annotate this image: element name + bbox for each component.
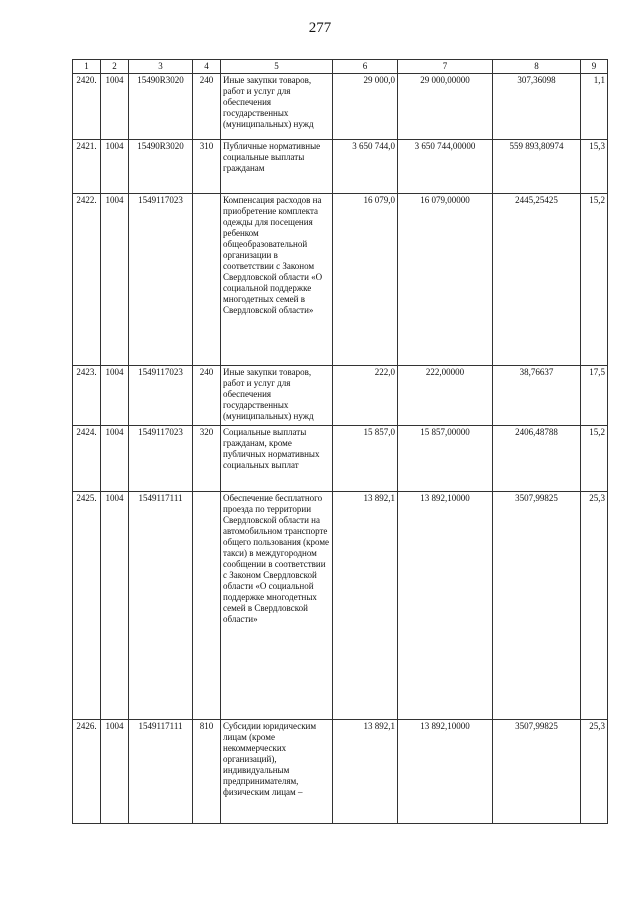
row-number: 2425. xyxy=(73,492,101,720)
column-header: 4 xyxy=(193,60,221,74)
row-number: 2423. xyxy=(73,366,101,426)
target-code: 1549117023 xyxy=(129,194,193,366)
item-name: Иные закупки товаров, работ и услуг для обеспечения государственных (муниципальных) нужд xyxy=(221,366,333,426)
approved-amount: 15 857,00000 xyxy=(398,426,493,492)
approved-amount: 13 892,10000 xyxy=(398,492,493,720)
row-number: 2420. xyxy=(73,74,101,140)
plan-amount: 13 892,1 xyxy=(333,492,398,720)
table-row xyxy=(73,426,608,492)
target-code: 1549117111 xyxy=(129,492,193,720)
column-header: 9 xyxy=(581,60,608,74)
executed-amount: 38,76637 xyxy=(493,366,581,426)
column-header: 6 xyxy=(333,60,398,74)
target-code: 1549117023 xyxy=(129,366,193,426)
plan-amount: 13 892,1 xyxy=(333,720,398,824)
table-row xyxy=(73,140,608,194)
target-code: 15490R3020 xyxy=(129,74,193,140)
table-row xyxy=(73,492,608,720)
row-number: 2426. xyxy=(73,720,101,824)
approved-amount: 13 892,10000 xyxy=(398,720,493,824)
section-code: 1004 xyxy=(101,720,129,824)
page-number: 277 xyxy=(308,20,332,36)
execution-percent: 25,3 xyxy=(581,720,608,824)
header-row xyxy=(73,60,608,74)
table-row xyxy=(73,366,608,426)
item-name: Компенсация расходов на приобретение комплекта одежды для посещения ребенком общеобразовательной организации в соответствии с Законом Свердловской области «О социальной поддержке многодетных семей в Свердловской области» xyxy=(221,194,333,366)
executed-amount: 307,36098 xyxy=(493,74,581,140)
budget-table xyxy=(72,59,608,824)
column-header: 7 xyxy=(398,60,493,74)
target-code: 1549117111 xyxy=(129,720,193,824)
table-row xyxy=(73,720,608,824)
execution-percent: 17,5 xyxy=(581,366,608,426)
item-name: Социальные выплаты гражданам, кроме публичных нормативных социальных выплат xyxy=(221,426,333,492)
target-code: 15490R3020 xyxy=(129,140,193,194)
executed-amount: 559 893,80974 xyxy=(493,140,581,194)
plan-amount: 3 650 744,0 xyxy=(333,140,398,194)
execution-percent: 1,1 xyxy=(581,74,608,140)
plan-amount: 16 079,0 xyxy=(333,194,398,366)
execution-percent: 15,3 xyxy=(581,140,608,194)
target-code: 1549117023 xyxy=(129,426,193,492)
approved-amount: 222,00000 xyxy=(398,366,493,426)
section-code: 1004 xyxy=(101,74,129,140)
section-code: 1004 xyxy=(101,194,129,366)
section-code: 1004 xyxy=(101,426,129,492)
plan-amount: 15 857,0 xyxy=(333,426,398,492)
section-code: 1004 xyxy=(101,492,129,720)
plan-amount: 29 000,0 xyxy=(333,74,398,140)
executed-amount: 3507,99825 xyxy=(493,492,581,720)
row-number: 2424. xyxy=(73,426,101,492)
executed-amount: 3507,99825 xyxy=(493,720,581,824)
expense-type xyxy=(193,194,221,366)
expense-type: 240 xyxy=(193,74,221,140)
execution-percent: 15,2 xyxy=(581,426,608,492)
expense-type xyxy=(193,492,221,720)
approved-amount: 29 000,00000 xyxy=(398,74,493,140)
expense-type: 310 xyxy=(193,140,221,194)
executed-amount: 2445,25425 xyxy=(493,194,581,366)
row-number: 2422. xyxy=(73,194,101,366)
expense-type: 320 xyxy=(193,426,221,492)
expense-type: 810 xyxy=(193,720,221,824)
section-code: 1004 xyxy=(101,140,129,194)
item-name: Субсидии юридическим лицам (кроме некоммерческих организаций), индивидуальным предпринимателям, физическим лицам – xyxy=(221,720,333,824)
column-header: 2 xyxy=(101,60,129,74)
approved-amount: 3 650 744,00000 xyxy=(398,140,493,194)
execution-percent: 15,2 xyxy=(581,194,608,366)
executed-amount: 2406,48788 xyxy=(493,426,581,492)
expense-type: 240 xyxy=(193,366,221,426)
row-number: 2421. xyxy=(73,140,101,194)
section-code: 1004 xyxy=(101,366,129,426)
column-header: 3 xyxy=(129,60,193,74)
execution-percent: 25,3 xyxy=(581,492,608,720)
column-header: 8 xyxy=(493,60,581,74)
column-header: 1 xyxy=(73,60,101,74)
item-name: Иные закупки товаров, работ и услуг для обеспечения государственных (муниципальных) нужд xyxy=(221,74,333,140)
plan-amount: 222,0 xyxy=(333,366,398,426)
approved-amount: 16 079,00000 xyxy=(398,194,493,366)
column-header: 5 xyxy=(221,60,333,74)
item-name: Обеспечение бесплатного проезда по территории Свердловской области на автомобильном транспорте общего пользования (кроме такси) в междугородном сообщении в соответствии с Законом Свердловской области «О социальной поддержке многодетных семей в Свердловской области» xyxy=(221,492,333,720)
item-name: Публичные нормативные социальные выплаты гражданам xyxy=(221,140,333,194)
table-row xyxy=(73,74,608,140)
table-row xyxy=(73,194,608,366)
